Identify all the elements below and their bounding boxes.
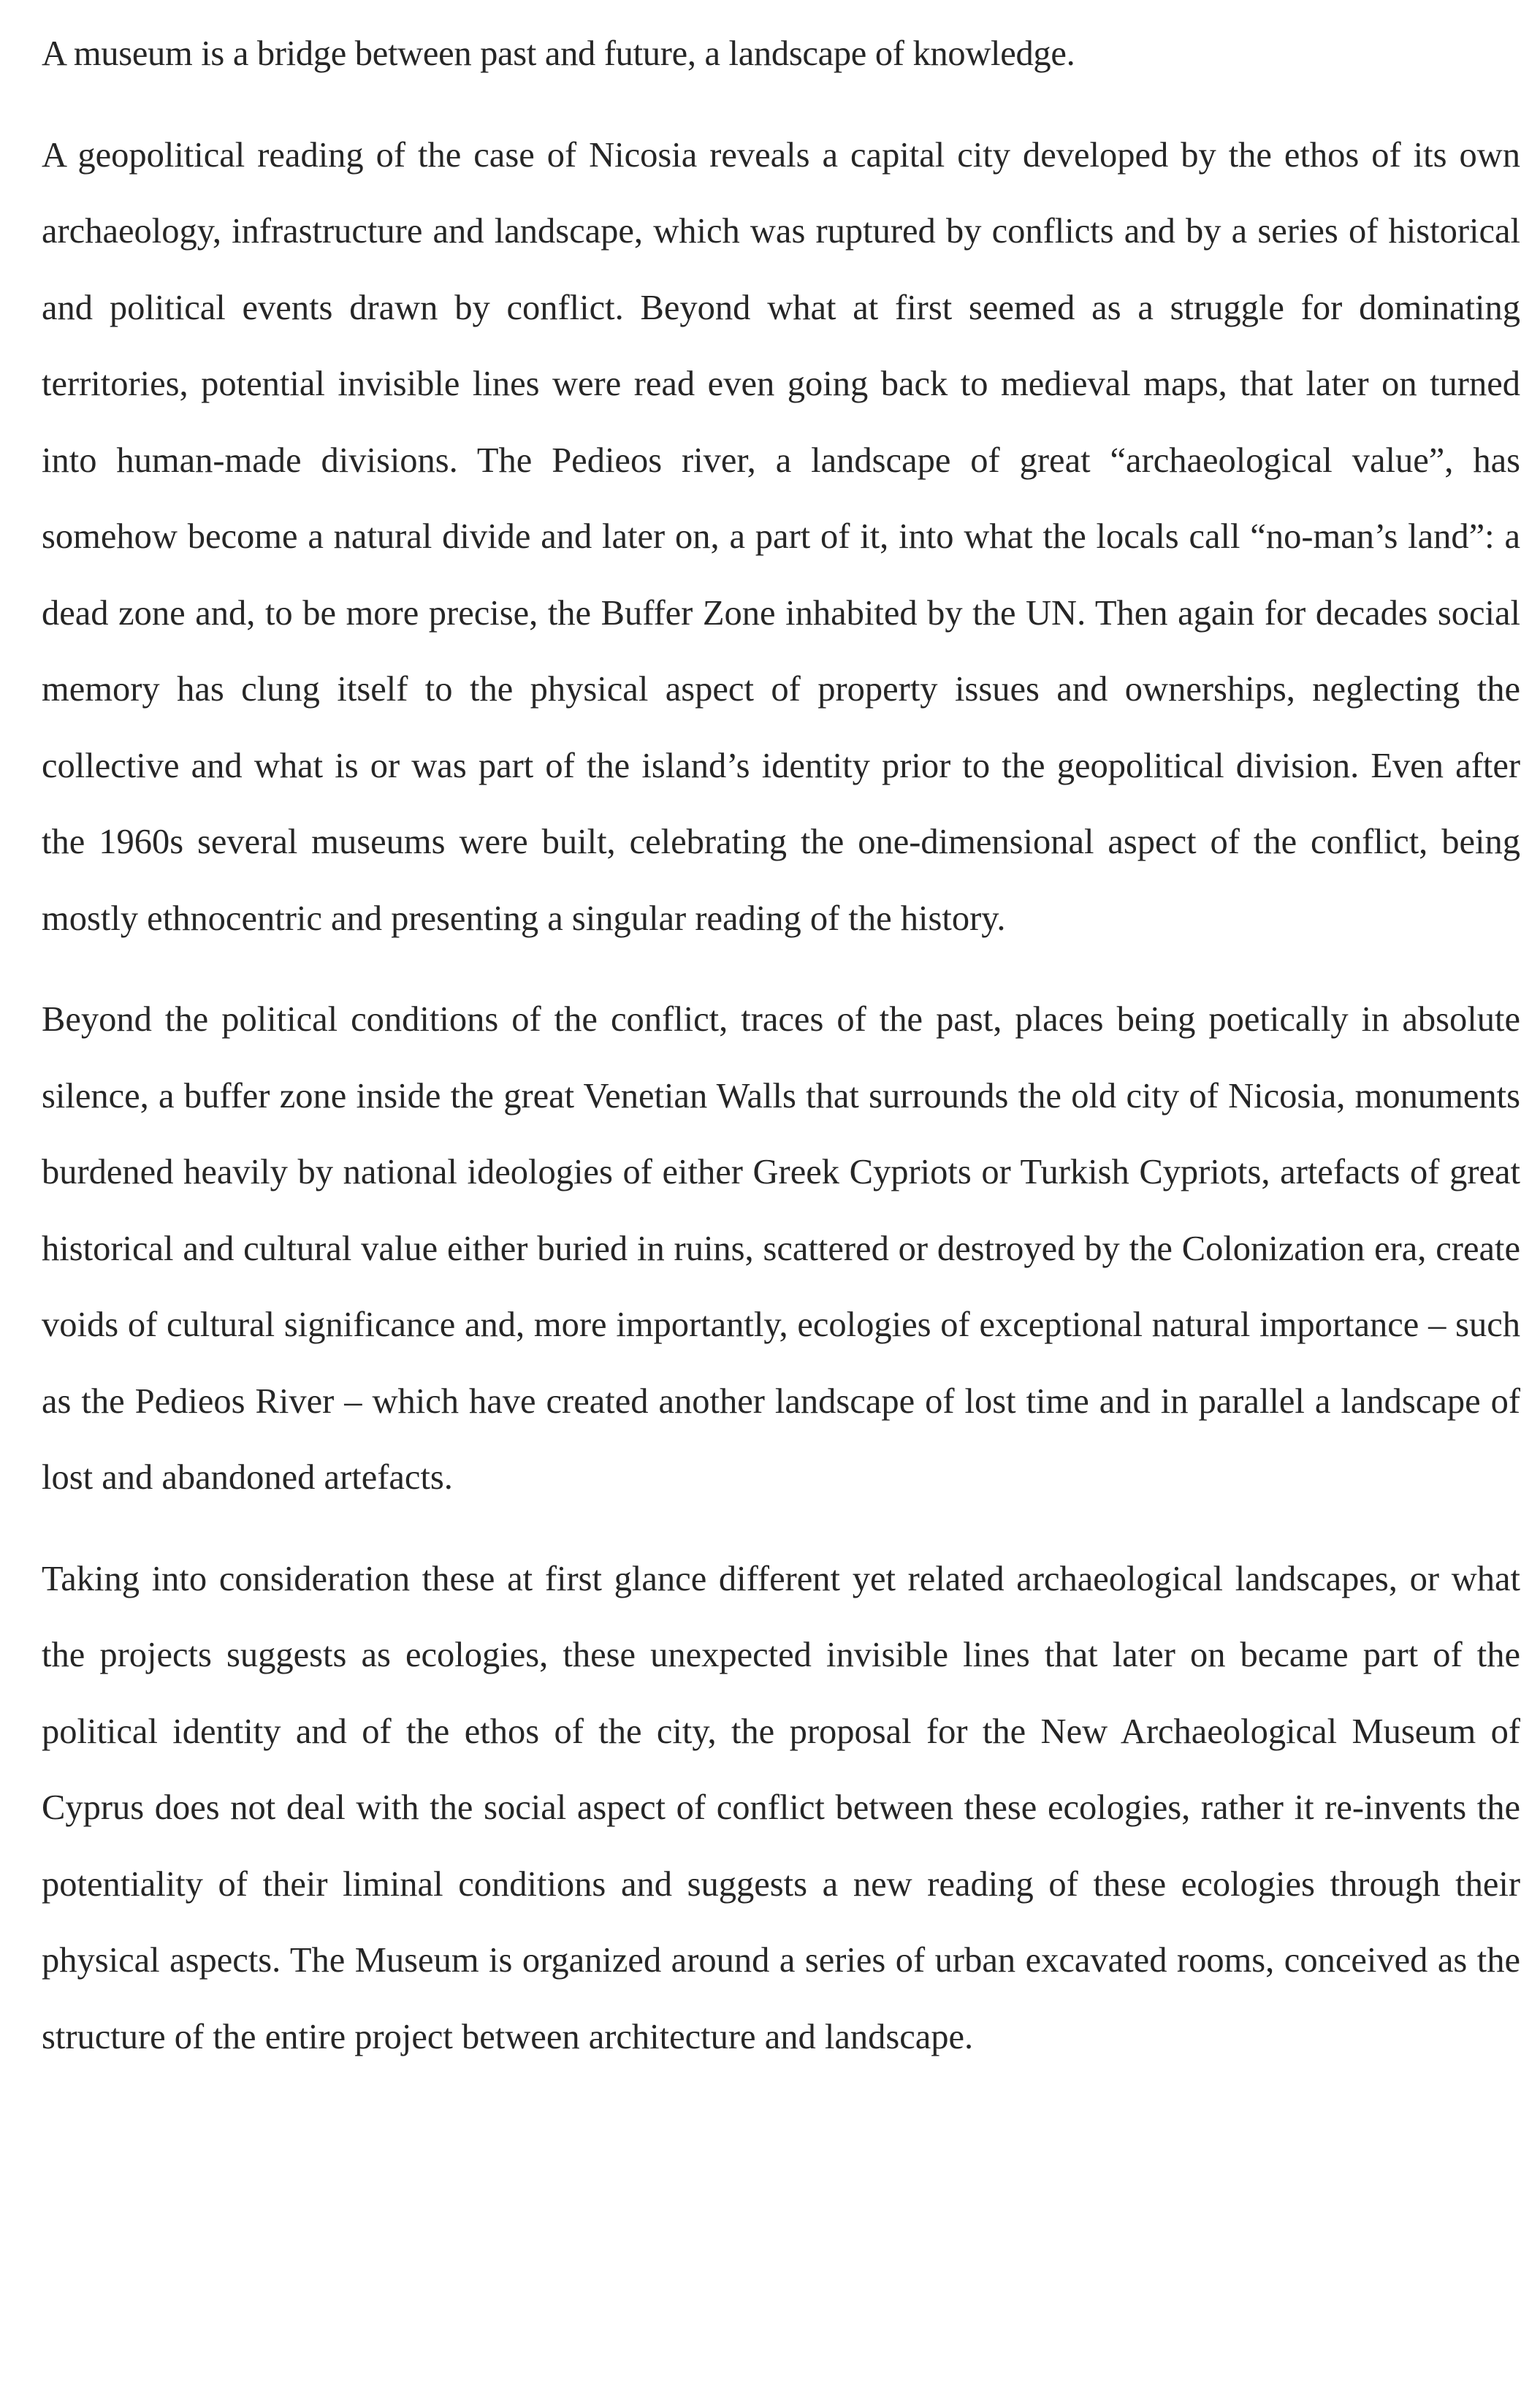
document-body [42,16,1520,2075]
paragraph-political-conditions: Beyond the political conditions of the conflict, traces of the past, places being poetically in absolute silence, a buffer zone inside the great Venetian Walls that surrounds the old city of Nicosia, monuments burdened heavily by national ideologies of either Greek Cypriots or Turkish Cypriots, artefacts of great historical and cultural value either buried in ruins, scattered or destroyed by the Colonization era, create voids of cultural significance and, more importantly, ecologies of exceptional natural importance – such as the Pedieos River – which have created another landscape of lost time and in parallel a landscape of lost and abandoned artefacts. [42,1000,1520,1497]
paragraph-intro: A museum is a bridge between past and future, a landscape of knowledge. [42,34,1075,73]
paragraph-museum-proposal: Taking into consideration these at first glance different yet related archaeological landscapes, or what the projects suggests as ecologies, these unexpected invisible lines that later on became part of the political identity and of the ethos of the city, the proposal for the New Archaeological Museum of Cyprus does not deal with the social aspect of conflict between these ecologies, rather it re-invents the potentiality of their liminal conditions and suggests a new reading of these ecologies through their physical aspects. The Museum is organized around a series of urban excavated rooms, conceived as the structure of the entire project between architecture and landscape. [42,1559,1520,2056]
paragraph-geopolitical-reading: A geopolitical reading of the case of Nicosia reveals a capital city developed by the ethos of its own archaeology, infrastructure and landscape, which was ruptured by conflicts and by a series of historical and political events drawn by conflict. Beyond what at first seemed as a struggle for dominating territories, potential invisible lines were read even going back to medieval maps, that later on turned into human-made divisions. The Pedieos river, a landscape of great “archaeological value”, has somehow become a natural divide and later on, a part of it, into what the locals call “no-man’s land”: a dead zone and, to be more precise, the Buffer Zone inhabited by the UN. Then again for decades social memory has clung itself to the physical aspect of property issues and ownerships, neglecting the collective and what is or was part of the island’s identity prior to the geopolitical division. Even after the 1960s several museums were built, celebrating the one-dimensional aspect of the conflict, being mostly ethnocentric and presenting a singular reading of the history. [42,135,1520,938]
